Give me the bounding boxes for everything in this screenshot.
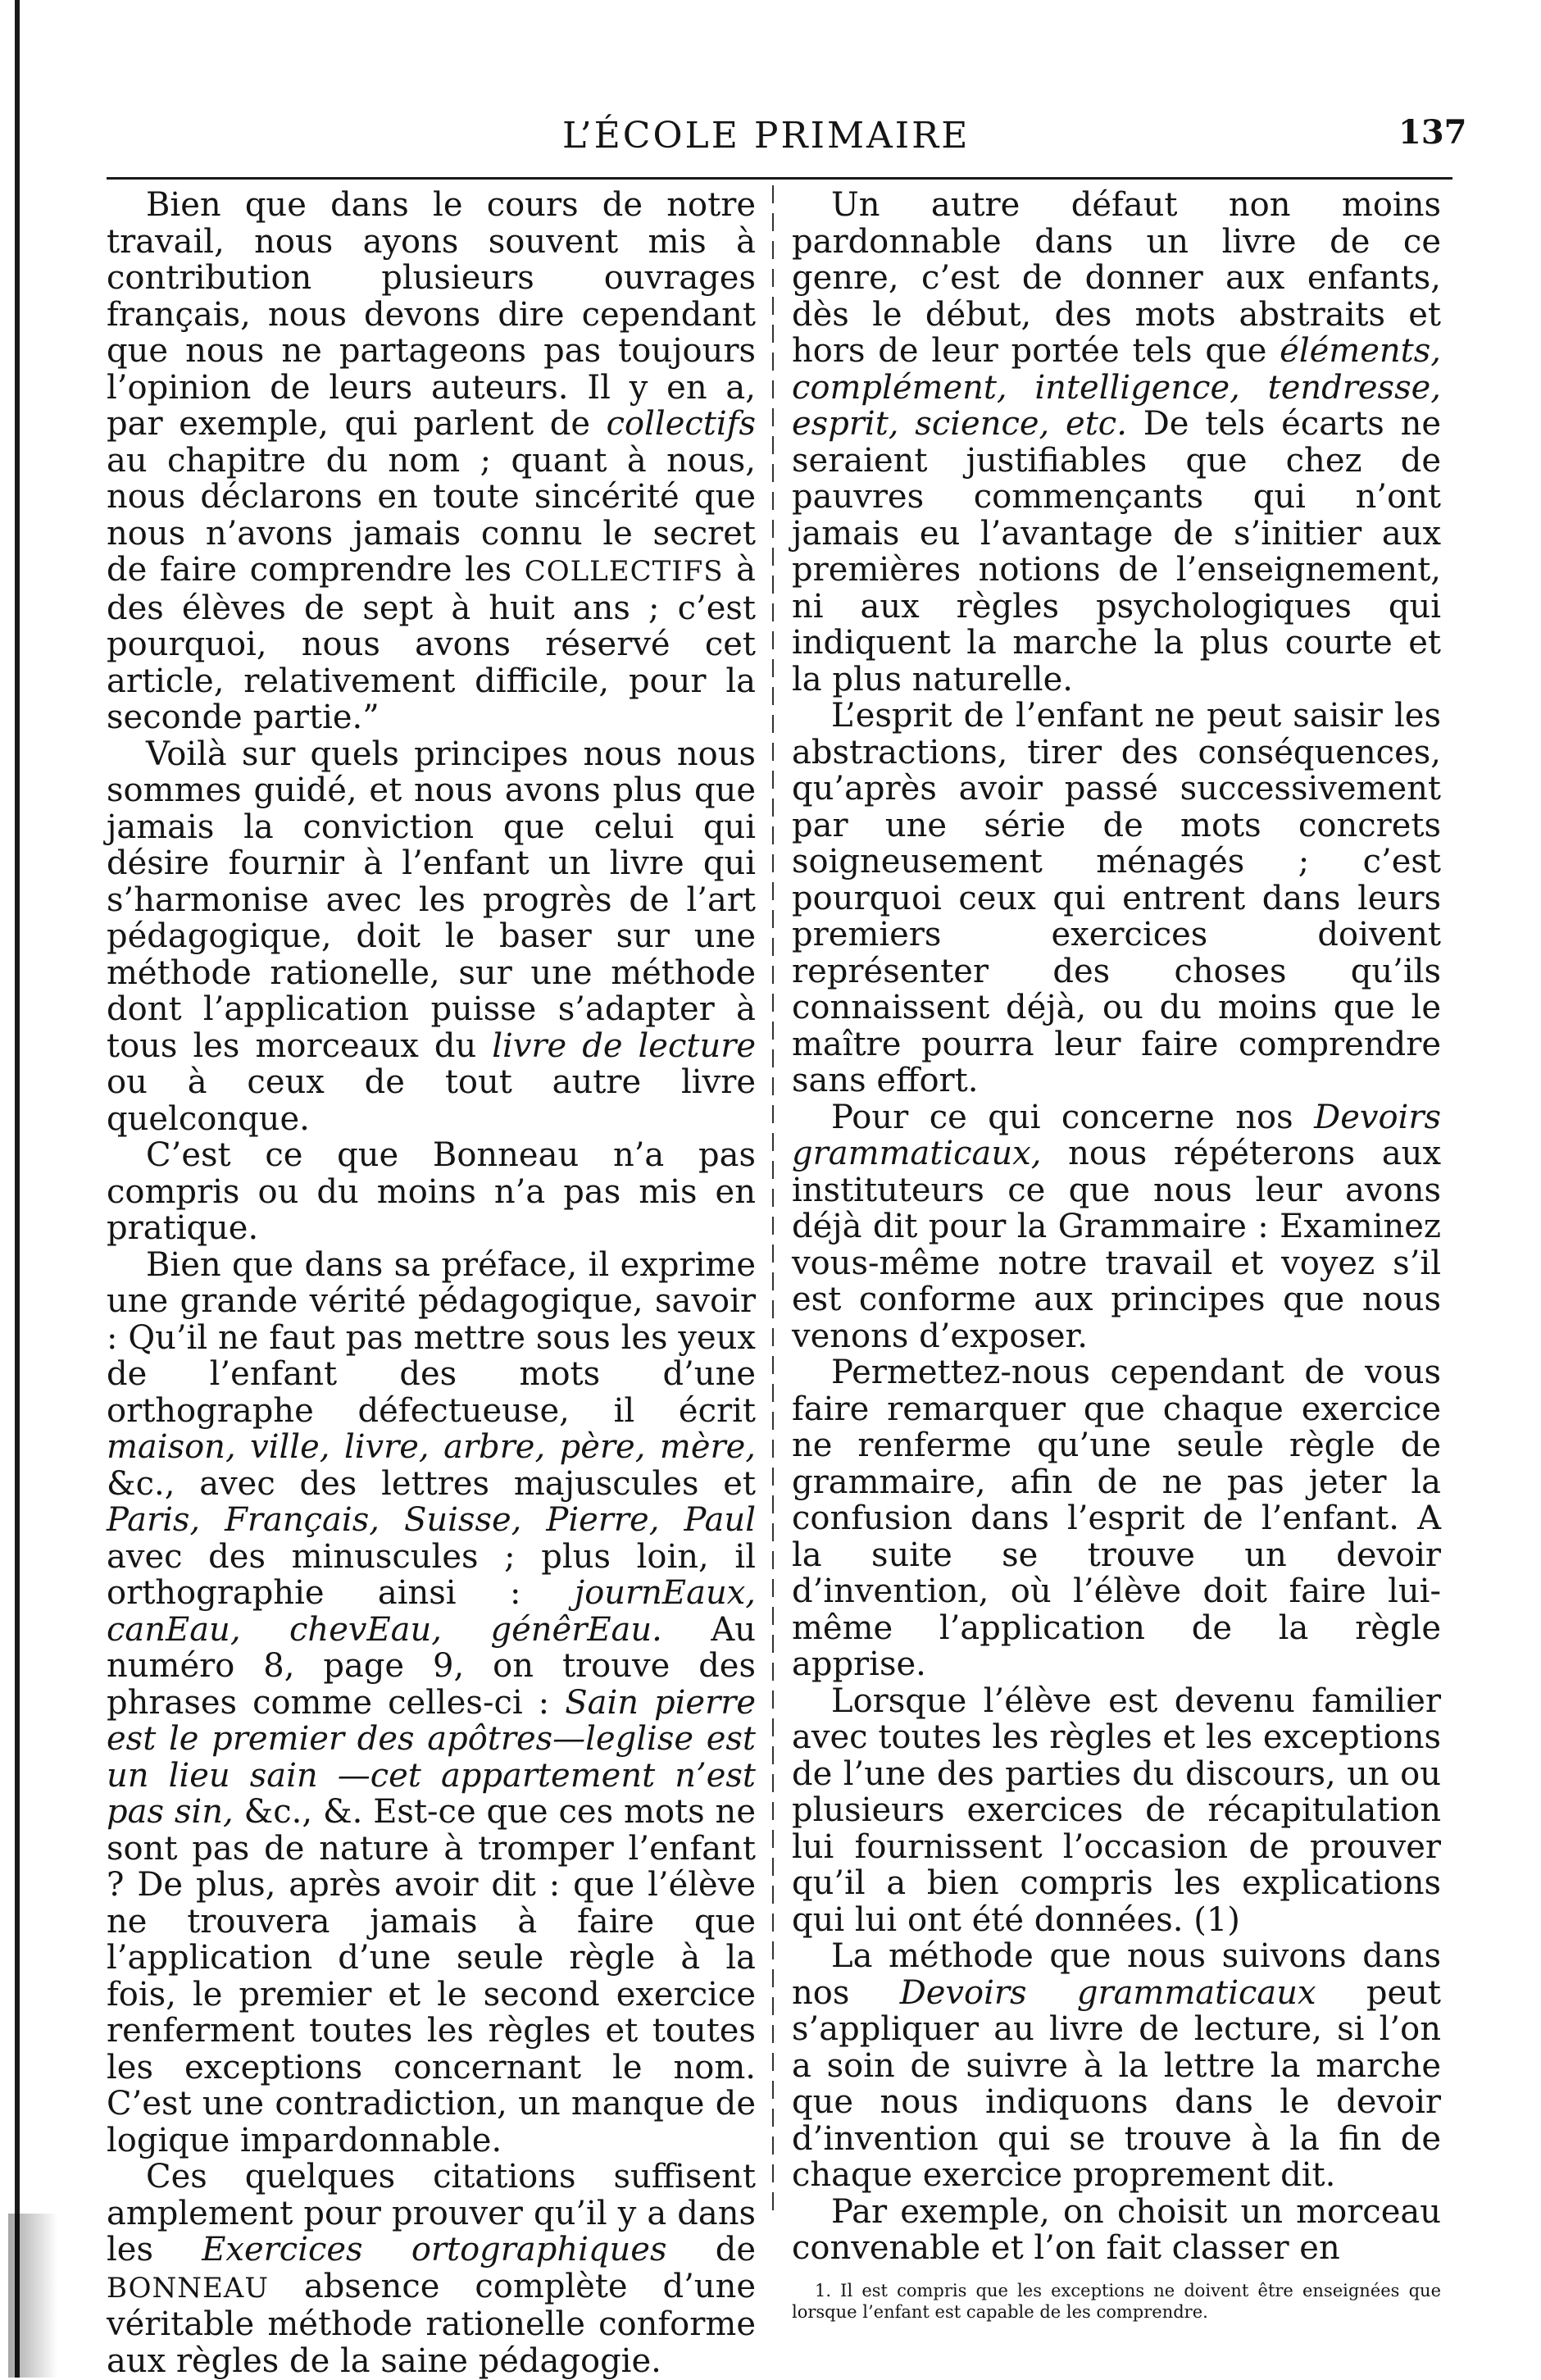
small-caps-run: COLLECTIFS xyxy=(524,555,724,588)
page-binding-shadow xyxy=(8,2214,57,2378)
italic-run: Sain pierre est le premier des apôtres—leglise est un lieu sain —cet appartement n’est pas sin, xyxy=(107,1683,756,1831)
text-run: Bien que dans sa préface, il exprime une grande vérité pédagogique, savoir : Qu’il ne faut pas mettre sous les yeux de l’enfant des mots d’une orthographe défectueuse, il écrit xyxy=(107,1245,756,1430)
paragraph: C’est ce que Bonneau n’a pas compris ou du moins n’a pas mis en pratique. xyxy=(107,1136,756,1247)
text-run: De tels écarts ne seraient justifiables que chez de pauvres commençants qui n’ont jamais eu l’avantage de s’initier aux premières notions de l’enseignement, ni aux règles psychologiques qui indiquent la marche la plus courte et la plus naturelle. xyxy=(792,405,1442,699)
left-column xyxy=(107,186,757,2380)
paragraph xyxy=(107,736,756,1138)
text-run: Au numéro 8, page 9, on trouve des phrases comme celles-ci : xyxy=(107,1610,756,1722)
text-run: &c., avec des lettres majuscules et xyxy=(107,1464,756,1503)
running-title: L’ÉCOLE PRIMAIRE xyxy=(562,115,971,157)
header-rule xyxy=(107,177,1452,180)
page-number: 137 xyxy=(1398,113,1467,152)
right-column xyxy=(792,186,1442,2322)
column-divider xyxy=(772,185,774,2218)
italic-run: livre de lecture xyxy=(492,1026,757,1065)
italic-run: collectifs xyxy=(606,405,756,443)
paragraph xyxy=(792,1099,1441,1355)
text-run: Ces quelques citations suffisent amplement pour prouver qu’il y a dans les xyxy=(107,2158,756,2269)
text-run: ou à ceux de tout autre livre quelconque. xyxy=(107,1063,756,1138)
text-run: Voilà sur quels principes nous nous sommes guidé, et nous avons plus que jamais la conviction que celui qui désire fournir à l’enfant un livre qui s’harmonise avec les progrès de l’art pédagogique, doit le baser sur une méthode rationelle, sur une méthode dont l’application puisse s’adapter à tous les morceaux du xyxy=(107,735,756,1065)
text-run: nous répéterons aux instituteurs ce que nous leur avons déjà dit pour la Grammaire : Examinez vous-même notre travail et voyez s’il est conforme aux principes que nous venons d’exposer. xyxy=(792,1135,1441,1355)
italic-run: journEaux, canEau, chevEau, génêrEau. xyxy=(107,1574,757,1649)
text-run: Bien que dans le cours de notre travail, nous ayons souvent mis à contribution plusieurs ouvrages français, nous devons dire cependant que nous ne partageons pas toujours l’opinion de leurs auteurs. Il y en a, par exemple, qui parlent de xyxy=(107,186,756,443)
text-run: peut s’appliquer au livre de lecture, si l’on a soin de suivre à la lettre la marche que nous indiquons dans le devoir d’invention qui se trouve à la fin de chaque exercice proprement dit. xyxy=(792,1973,1442,2194)
paragraph xyxy=(792,1938,1441,2194)
paragraph xyxy=(792,187,1441,698)
italic-run: maison, ville, livre, arbre, père, mère, xyxy=(107,1428,756,1466)
paragraph xyxy=(107,1247,756,2159)
text-run: La méthode que nous suivons dans nos xyxy=(792,1937,1441,2012)
text-run: avec des minuscules ; plus loin, il orthographie ainsi : xyxy=(107,1537,756,1612)
text-run: au chapitre du nom ; quant à nous, nous déclarons en toute sincérité que nous n’avons jamais connu le secret de faire comprendre les xyxy=(107,441,756,589)
paragraph: Permettez-nous cependant de vous faire remarquer que chaque exercice ne renferme qu’une seule règle de grammaire, afin de ne pas jeter la confusion dans l’esprit de l’enfant. A la suite se trouve un devoir d’invention, où l’élève doit faire lui-même l’application de la règle apprise. xyxy=(792,1354,1441,1683)
text-run: à des élèves de sept à huit ans ; c’est pourquoi, nous avons réservé cet article, relativement difficile, pour la seconde partie.” xyxy=(107,551,757,736)
paragraph xyxy=(107,187,756,736)
text-run: Un autre défaut non moins pardonnable dans un livre de ce genre, c’est de donner aux enfants, dès le début, des mots abstraits et hors de leur portée tels que xyxy=(792,186,1441,370)
italic-run: éléments, complément, intelligence, tendresse, esprit, science, etc. xyxy=(792,332,1441,443)
text-run: de xyxy=(715,2231,756,2269)
paragraph: Par exemple, on choisit un morceau convenable et l’on fait classer en xyxy=(792,2192,1441,2267)
running-head xyxy=(0,115,1541,164)
paragraph: Lorsque l’élève est devenu familier avec toutes les règles et les exceptions de l’une des parties du discours, un ou plusieurs exercices de récapitulation lui fournissent l’occasion de prouver qu’il a bien compris les explications qui lui ont été données. (1) xyxy=(792,1681,1441,1939)
small-caps-run: BONNEAU xyxy=(107,2271,270,2305)
italic-run: Devoirs grammaticaux xyxy=(899,1973,1316,2012)
paragraph xyxy=(107,2159,756,2379)
text-run: Pour ce qui concerne nos xyxy=(831,1098,1293,1136)
text-run: absence complète d’une véritable méthode rationelle conforme aux règles de la saine pédagogie. xyxy=(107,2267,757,2380)
text-run: &c., &. Est-ce que ces mots ne sont pas de nature à tromper l’enfant ? De plus, après avoir dit : que l’élève ne trouvera jamais à faire que l’application d’une seule règle à la fois, le premier et le second exercice renferment toutes les règles et toutes les exceptions concernant le nom. C’est une contradiction, un manque de logique impardonnable. xyxy=(107,1793,756,2159)
italic-run: Paris, Français, Suisse, Pierre, Paul xyxy=(107,1501,756,1539)
footnote: 1. Il est compris que les exceptions ne doivent être enseignées que lorsque l’enfant est capable de les comprendre. xyxy=(792,2280,1441,2322)
page-binding-edge xyxy=(15,0,20,2378)
italic-run: Devoirs grammaticaux, xyxy=(792,1098,1441,1172)
paragraph: L’esprit de l’enfant ne peut saisir les abstractions, tirer des conséquences, qu’après avoir passé successivement par une série de mots concrets soigneusement ménagés ; c’est pourquoi ceux qui entrent dans leurs premiers exercices doivent représenter des choses qu’ils connaissent déjà, ou du moins que le maître pourra leur faire comprendre sans effort. xyxy=(792,697,1441,1099)
italic-run: Exercices ortographiques xyxy=(202,2231,667,2269)
